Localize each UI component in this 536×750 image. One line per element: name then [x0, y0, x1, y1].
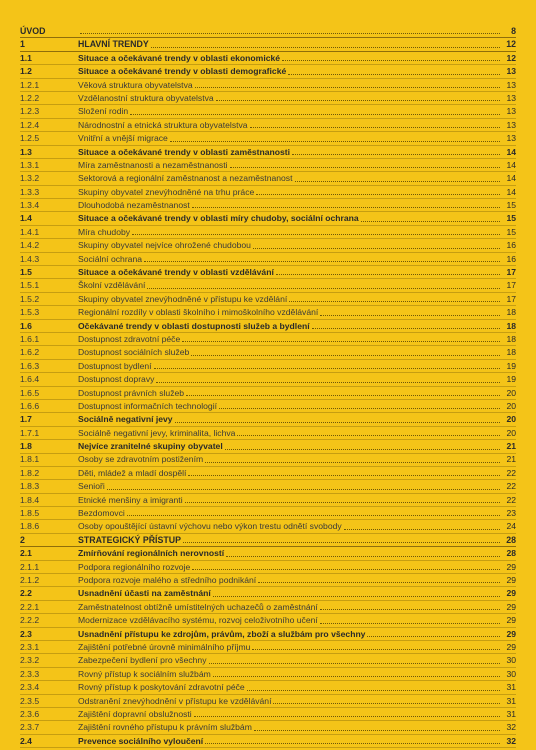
toc-entry-number: 1.5 [20, 267, 32, 278]
toc-entry[interactable] [20, 38, 516, 51]
toc-entry-page: 13 [506, 66, 516, 77]
toc-entry[interactable] [20, 628, 516, 641]
toc-entry-title: Usnadnění přístupu ke zdrojům, právům, zboží a službám pro všechny [78, 628, 366, 639]
toc-entry-number: 2.3.7 [20, 722, 40, 733]
toc-entry-title: Senioři [78, 481, 105, 492]
dot-leader [182, 341, 500, 342]
dot-leader [209, 663, 500, 664]
toc-entry-number: 2.3.1 [20, 641, 40, 652]
toc-entry-number: 1.5.1 [20, 280, 40, 291]
toc-entry-number: 2.3.6 [20, 708, 40, 719]
toc-entry-number: 1.8.5 [20, 508, 40, 519]
toc-entry[interactable] [20, 186, 516, 199]
toc-entry-number: 2.1 [20, 548, 32, 559]
toc-entry[interactable] [20, 427, 516, 440]
toc-entry-number: 1.6.2 [20, 347, 40, 358]
toc-entry-page: 13 [506, 133, 516, 144]
toc-entry-page: 18 [506, 333, 516, 344]
toc-entry-title: Vnitřní a vnější migrace [78, 133, 168, 144]
toc-entry-page: 19 [506, 360, 516, 371]
toc-entry[interactable] [20, 480, 516, 493]
toc-entry-title: Dostupnost informačních technologií [78, 400, 218, 411]
toc-entry-number: 1.8.4 [20, 494, 40, 505]
toc-entry-page: 28 [506, 548, 516, 559]
toc-entry-number: 1.6.5 [20, 387, 40, 398]
toc-entry-number: 1.7.1 [20, 427, 40, 438]
toc-entry-title: Rovný přístup k poskytování zdravotní péče [78, 682, 245, 693]
toc-entry[interactable] [20, 561, 516, 574]
toc-entry-title: Děti, mládež a mladí dospělí [78, 467, 187, 478]
dot-leader [80, 33, 500, 34]
toc-entry[interactable] [20, 172, 516, 185]
toc-entry-title: Sociálně negativní jevy [78, 414, 173, 425]
dot-leader [252, 649, 500, 650]
toc-entry-page: 15 [506, 213, 516, 224]
toc-entry-title: Národnostní a etnická struktura obyvatelstva [78, 119, 248, 130]
toc-entry-number: 1.6.4 [20, 374, 40, 385]
toc-entry-page: 24 [506, 521, 516, 532]
toc-entry-title: Skupiny obyvatel znevýhodněné v přístupu ke vzdělání [78, 293, 288, 304]
toc-entry-page: 29 [506, 561, 516, 572]
toc-entry[interactable] [20, 226, 516, 239]
toc-entry-number: 1.2 [20, 66, 32, 77]
toc-entry-title: Skupiny obyvatel nejvíce ohrožené chudobou [78, 240, 251, 251]
toc-entry-title: STRATEGICKÝ PŘÍSTUP [78, 534, 181, 545]
toc-entry-page: 12 [506, 39, 516, 50]
toc-entry[interactable] [20, 413, 516, 426]
dot-leader [130, 114, 500, 115]
toc-entry-number: 1.3.1 [20, 159, 40, 170]
toc-entry-number: 2.3.5 [20, 695, 40, 706]
toc-entry[interactable] [20, 601, 516, 614]
toc-entry-page: 20 [506, 400, 516, 411]
toc-entry-title: Zaměstnatelnost obtížně umístitelných uchazečů o zaměstnání [78, 601, 318, 612]
toc-entry-title: Dostupnost zdravotní péče [78, 333, 181, 344]
dot-leader [191, 355, 500, 356]
toc-entry-page: 22 [506, 467, 516, 478]
toc-entry-page: 29 [506, 575, 516, 585]
toc-entry-title: Dostupnost sociálních služeb [78, 347, 190, 358]
toc-entry-page: 21 [506, 454, 516, 465]
toc-entry-title: Zajištění potřebné úrovně minimálního příjmu [78, 641, 251, 652]
toc-entry-number: 1.8 [20, 441, 32, 452]
dot-leader [226, 556, 500, 557]
toc-entry-number: 2 [20, 534, 25, 545]
dot-leader [282, 60, 500, 61]
dot-leader [107, 489, 500, 490]
toc-entry-page: 15 [506, 226, 516, 237]
toc-entry-title: Sociálně negativní jevy, kriminalita, lichva [78, 427, 236, 438]
toc-entry-number: 2.4 [20, 735, 32, 746]
toc-entry-page: 14 [506, 186, 516, 197]
dot-leader [151, 47, 500, 48]
toc-entry-page: 18 [506, 347, 516, 358]
toc-entry-number: 1.8.1 [20, 454, 40, 465]
toc-entry[interactable] [20, 146, 516, 159]
toc-entry-number: 1.1 [20, 52, 32, 63]
dot-leader [156, 382, 500, 383]
dot-leader [247, 690, 500, 691]
toc-entry[interactable] [20, 253, 516, 266]
toc-entry-title: Dlouhodobá nezaměstnanost [78, 200, 190, 211]
toc-entry-page: 31 [506, 695, 516, 706]
toc-entry-page: 17 [506, 267, 516, 278]
toc-entry[interactable] [20, 279, 516, 292]
toc-entry-page: 14 [506, 159, 516, 170]
toc-entry[interactable] [20, 547, 516, 560]
dot-leader [186, 395, 500, 396]
toc-entry-page: 12 [506, 52, 516, 63]
toc-entry-number: 1.6.1 [20, 333, 40, 344]
toc-entry-number: 1.8.2 [20, 467, 40, 478]
toc-entry-title: Zmírňování regionálních nerovností [78, 548, 225, 559]
toc-entry-number: 1.6.6 [20, 400, 40, 411]
toc-entry-title: Nejvíce zranitelné skupiny obyvatel [78, 441, 223, 452]
toc-entry-page: 19 [506, 374, 516, 385]
toc-entry[interactable] [20, 641, 516, 654]
toc-entry[interactable] [20, 400, 516, 413]
dot-leader [253, 248, 500, 249]
dot-leader [276, 274, 500, 275]
toc-entry-title: Podpora rozvoje malého a středního podnikání [78, 575, 257, 585]
toc-entry-number: 1.2.5 [20, 133, 40, 144]
toc-entry-title: Bezdomovci [78, 508, 125, 519]
toc-entry-title: Dostupnost bydlení [78, 360, 152, 371]
toc-entry-title: HLAVNÍ TRENDY [78, 39, 149, 50]
toc-entry[interactable] [20, 266, 516, 279]
toc-entry-page: 31 [506, 682, 516, 693]
toc-entry-title: Věková struktura obyvatelstva [78, 79, 193, 90]
toc-entry-page: 20 [506, 427, 516, 438]
toc-entry-page: 29 [506, 628, 516, 639]
dot-leader [344, 529, 500, 530]
toc-entry-number: 1.5.3 [20, 307, 40, 318]
toc-entry[interactable] [20, 52, 516, 65]
toc-entry-number: ÚVOD [20, 25, 46, 36]
toc-entry-number: 1.6 [20, 320, 32, 331]
toc-entry-title: Sektorová a regionální zaměstnanost a nezaměstnanost [78, 173, 293, 184]
toc-entry-page: 18 [506, 307, 516, 318]
toc-entry-title: Vzdělanostní struktura obyvatelstva [78, 92, 214, 103]
toc-entry-title: Modernizace vzdělávacího systému, rozvoj celoživotního učení [78, 615, 318, 626]
toc-entry[interactable] [20, 346, 516, 359]
toc-entry-number: 1 [20, 39, 25, 50]
toc-entry-title: Etnické menšiny a imigranti [78, 494, 183, 505]
toc-entry-title: Skupiny obyvatel znevýhodněné na trhu práce [78, 186, 255, 197]
toc-entry-page: 13 [506, 79, 516, 90]
dot-leader [183, 542, 500, 543]
dot-leader [320, 609, 500, 610]
toc-entry[interactable] [20, 387, 516, 400]
toc-entry-title: Situace a očekávané trendy v oblasti demografické [78, 66, 287, 77]
dot-leader [185, 502, 500, 503]
toc-entry-page: 31 [506, 708, 516, 719]
dot-leader [312, 328, 500, 329]
dot-leader [320, 315, 500, 316]
toc-entry-title: Situace a očekávané trendy v oblasti míry chudoby, sociální ochrana [78, 213, 359, 224]
dot-leader [213, 676, 500, 677]
toc-entry[interactable] [20, 119, 516, 132]
toc-entry[interactable] [20, 320, 516, 333]
toc-entry-title: Podpora regionálního rozvoje [78, 561, 191, 572]
dot-leader [219, 408, 500, 409]
toc-entry-number: 2.3.2 [20, 655, 40, 666]
toc-entry-number: 2.1.2 [20, 575, 40, 585]
dot-leader [194, 716, 500, 717]
toc-entry-number: 1.7 [20, 414, 32, 425]
toc-entry-number: 1.2.4 [20, 119, 40, 130]
dot-leader [225, 449, 500, 450]
toc-entry-page: 23 [506, 508, 516, 519]
toc-entry[interactable] [20, 520, 516, 533]
toc-entry-page: 29 [506, 641, 516, 652]
toc-entry-number: 2.3 [20, 628, 32, 639]
toc-entry-title: Situace a očekávané trendy v oblasti ekonomické [78, 52, 281, 63]
dot-leader [205, 462, 500, 463]
toc-entry[interactable] [20, 454, 516, 467]
toc-entry-number: 2.1.1 [20, 561, 40, 572]
dot-leader [175, 422, 500, 423]
dot-leader [188, 475, 500, 476]
toc-entry[interactable] [20, 708, 516, 721]
toc-entry[interactable] [20, 199, 516, 212]
dot-leader [213, 596, 500, 597]
toc-entry-page: 30 [506, 668, 516, 679]
dot-leader [256, 194, 500, 195]
toc-entry[interactable] [20, 333, 516, 346]
toc-entry-page: 28 [506, 534, 516, 545]
toc-entry-page: 18 [506, 320, 516, 331]
dot-leader [237, 435, 500, 436]
toc-entry[interactable] [20, 735, 516, 748]
dot-leader [132, 234, 500, 235]
toc-entry[interactable] [20, 25, 516, 38]
toc-entry[interactable] [20, 92, 516, 105]
toc-entry-page: 16 [506, 253, 516, 264]
toc-entry-number: 1.3.2 [20, 173, 40, 184]
dot-leader [361, 221, 500, 222]
toc-entry[interactable] [20, 79, 516, 92]
toc-entry-title: Situace a očekávané trendy v oblasti vzdělávání [78, 267, 274, 278]
toc-entry[interactable] [20, 132, 516, 145]
toc-entry-page: 17 [506, 280, 516, 291]
toc-entry[interactable] [20, 467, 516, 480]
toc-entry-number: 1.4 [20, 213, 32, 224]
toc-entry-title: Školní vzdělávání [78, 280, 146, 291]
dot-leader [289, 301, 500, 302]
toc-entry[interactable] [20, 159, 516, 172]
dot-leader [254, 730, 500, 731]
toc-entry-page: 15 [506, 200, 516, 211]
dot-leader [205, 743, 500, 744]
toc-entry-number: 1.4.3 [20, 253, 40, 264]
toc-entry-title: Situace a očekávané trendy v oblasti zaměstnanosti [78, 146, 291, 157]
toc-entry[interactable] [20, 494, 516, 507]
toc-entry-number: 2.2.1 [20, 601, 40, 612]
dot-leader [320, 623, 500, 624]
toc-entry-number: 1.8.6 [20, 521, 40, 532]
toc-entry-number: 2.3.4 [20, 682, 40, 693]
dot-leader [192, 207, 500, 208]
dot-leader [170, 141, 500, 142]
toc-entry-number: 1.2.3 [20, 106, 40, 117]
toc-entry-page: 29 [506, 615, 516, 626]
dot-leader [367, 636, 500, 637]
toc-entry[interactable] [20, 360, 516, 373]
toc-entry[interactable] [20, 534, 516, 547]
toc-entry-page: 13 [506, 119, 516, 130]
toc-entry[interactable] [20, 587, 516, 600]
dot-leader [258, 582, 500, 583]
dot-leader [144, 261, 500, 262]
toc-entry[interactable] [20, 212, 516, 225]
dot-leader [127, 515, 500, 516]
dot-leader [192, 569, 500, 570]
toc-entry-number: 1.3.3 [20, 186, 40, 197]
toc-entry[interactable] [20, 440, 516, 453]
toc-entry-title: Složení rodin [78, 106, 129, 117]
dot-leader [147, 288, 500, 289]
dot-leader [292, 154, 500, 155]
toc-entry[interactable] [20, 239, 516, 252]
dot-leader [288, 74, 500, 75]
toc-entry-page: 22 [506, 494, 516, 505]
toc-entry-page: 20 [506, 387, 516, 398]
toc-entry-title: Sociální ochrana [78, 253, 143, 264]
toc-entry-page: 20 [506, 414, 516, 425]
dot-leader [216, 100, 500, 101]
dot-leader [273, 703, 500, 704]
dot-leader [230, 167, 500, 168]
toc-entry-title: Dostupnost dopravy [78, 374, 155, 385]
toc-entry[interactable] [20, 105, 516, 118]
toc-entry-number: 1.2.1 [20, 79, 40, 90]
toc-entry-page: 29 [506, 601, 516, 612]
toc-entry[interactable] [20, 695, 516, 708]
toc-entry-title: Prevence sociálního vyloučení [78, 735, 204, 746]
toc-entry-page: 32 [506, 735, 516, 746]
toc-entry-page: 30 [506, 655, 516, 666]
toc-entry-title: Usnadnění účasti na zaměstnání [78, 588, 211, 599]
toc-entry-title: Regionální rozdíly v oblasti školního i mimoškolního vzdělávání [78, 307, 319, 318]
toc-entry[interactable] [20, 721, 516, 734]
toc-entry-page: 22 [506, 481, 516, 492]
toc-entry-page: 14 [506, 146, 516, 157]
toc-entry-number: 1.4.2 [20, 240, 40, 251]
toc-entry-title: Odstranění znevýhodnění v přístupu ke vzdělávání [78, 695, 272, 706]
toc-entry-title: Osoby se zdravotním postižením [78, 454, 204, 465]
toc-entry-number: 1.6.3 [20, 360, 40, 371]
toc-entry-page: 32 [506, 722, 516, 733]
toc-entry-number: 1.5.2 [20, 293, 40, 304]
toc-entry-title: Zajištění rovného přístupu k právním službám [78, 722, 252, 733]
toc-entry-number: 2.2.2 [20, 615, 40, 626]
toc-entry-title: Osoby opouštějící ústavní výchovu nebo výkon trestu odnětí svobody [78, 521, 342, 532]
toc-entry-page: 21 [506, 441, 516, 452]
toc-entry[interactable] [20, 574, 516, 587]
toc-entry[interactable] [20, 681, 516, 694]
toc-entry-title: Míra chudoby [78, 226, 131, 237]
toc-entry-page: 13 [506, 92, 516, 103]
toc-entry-number: 1.2.2 [20, 92, 40, 103]
toc-entry-title: Dostupnost právních služeb [78, 387, 185, 398]
toc-entry-title: Očekávané trendy v oblasti dostupnosti služeb a bydlení [78, 320, 310, 331]
toc-entry-number: 2.2 [20, 588, 32, 599]
toc-entry[interactable] [20, 306, 516, 319]
toc-entry[interactable] [20, 614, 516, 627]
dot-leader [250, 127, 500, 128]
toc-entry[interactable] [20, 373, 516, 386]
toc-entry-page: 29 [506, 588, 516, 599]
dot-leader [195, 87, 500, 88]
toc-entry-number: 2.3.3 [20, 668, 40, 679]
toc-entry[interactable] [20, 65, 516, 78]
toc-entry-title: Míra zaměstnanosti a nezaměstnanosti [78, 159, 228, 170]
toc-entry-page: 14 [506, 173, 516, 184]
toc-entry[interactable] [20, 507, 516, 520]
toc-entry-page: 8 [511, 25, 516, 36]
toc-entry-page: 13 [506, 106, 516, 117]
toc-entry-number: 1.3 [20, 146, 32, 157]
table-of-contents [20, 25, 516, 748]
dot-leader [154, 368, 500, 369]
toc-entry-number: 1.8.3 [20, 481, 40, 492]
toc-entry[interactable] [20, 293, 516, 306]
toc-entry[interactable] [20, 654, 516, 667]
toc-entry-page: 16 [506, 240, 516, 251]
toc-entry-number: 1.4.1 [20, 226, 40, 237]
toc-entry[interactable] [20, 668, 516, 681]
toc-entry-title: Zabezpečení bydlení pro všechny [78, 655, 207, 666]
toc-entry-title: Zajištění dopravní obslužnosti [78, 708, 192, 719]
dot-leader [295, 181, 501, 182]
toc-entry-title: Rovný přístup k sociálním službám [78, 668, 211, 679]
toc-entry-page: 17 [506, 293, 516, 304]
toc-entry-number: 1.3.4 [20, 200, 40, 211]
